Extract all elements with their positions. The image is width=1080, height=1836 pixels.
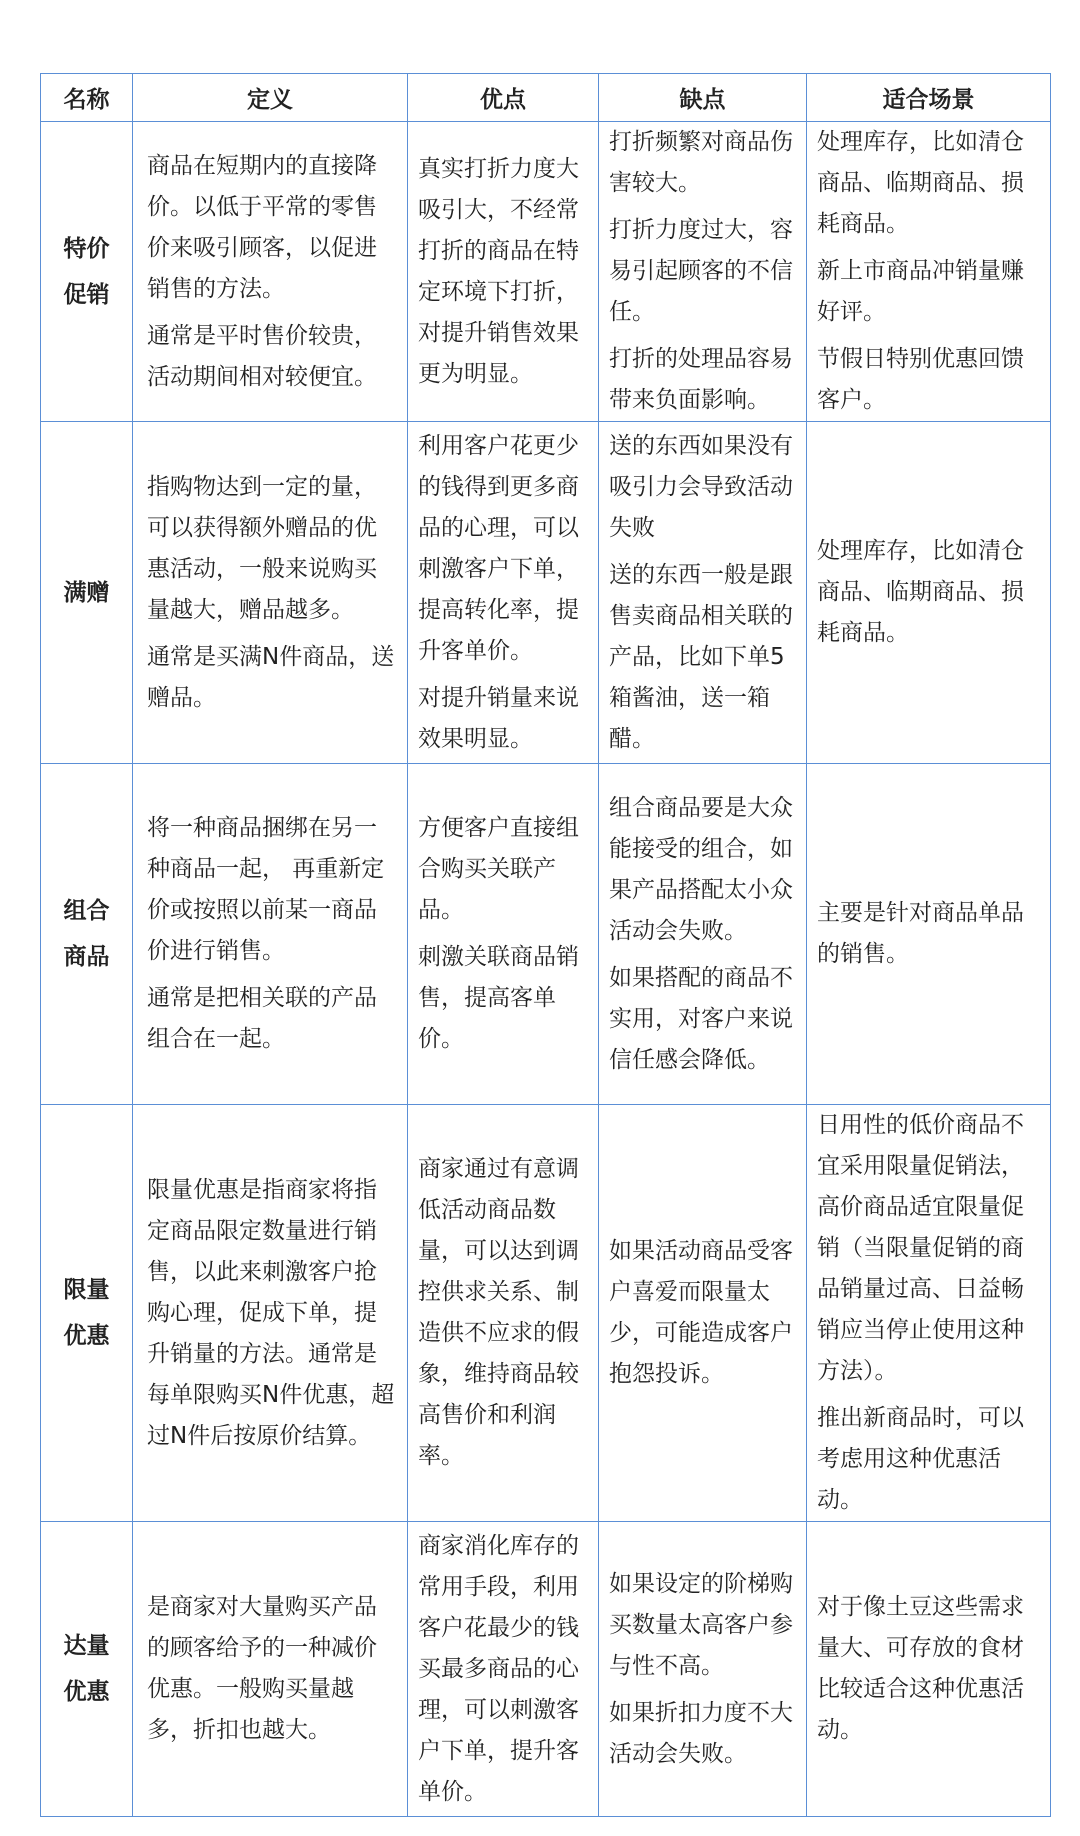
row-name-line: 满赠	[63, 579, 110, 606]
definition-cell	[133, 122, 408, 422]
cons-cell	[599, 422, 807, 764]
scenarios-paragraph: 推出新商品时，可以考虑用这种优惠活动。	[817, 1405, 1024, 1513]
definition-paragraph: 通常是平时售价较贵，活动期间相对较便宜。	[147, 322, 377, 390]
row-name-line: 优惠	[63, 1323, 110, 1349]
definition-paragraph: 是商家对大量购买产品的顾客给予的一种减价优惠。一般购买量越多，折扣也越大。	[147, 1594, 377, 1743]
definition-cell	[133, 422, 408, 764]
pros-paragraph: 商家消化库存的常用手段，利用客户花最少的钱买最多商品的心理，可以刺激客户下单，提升客单价。	[418, 1532, 579, 1805]
definition-cell	[133, 1522, 408, 1817]
header-name: 名称	[41, 74, 133, 122]
cons-paragraph: 如果折扣力度不大活动会失败。	[609, 1699, 793, 1767]
scenarios-paragraph: 处理库存，比如清仓商品、临期商品、损耗商品。	[817, 129, 1024, 237]
scenarios-cell	[807, 764, 1051, 1105]
scenarios-paragraph: 主要是针对商品单品的销售。	[817, 900, 1024, 967]
table-row	[41, 764, 1051, 1105]
row-name-line: 促销	[63, 281, 110, 308]
row-name-line: 限量	[63, 1277, 110, 1303]
row-name	[41, 422, 133, 764]
pros-paragraph: 对提升销量来说效果明显。	[418, 684, 579, 752]
pros-paragraph: 方便客户直接组合购买关联产品。	[418, 815, 579, 923]
row-name	[41, 1105, 133, 1522]
row-name-line: 达量	[63, 1633, 110, 1659]
cons-cell	[599, 122, 807, 422]
row-name-line: 组合	[63, 898, 110, 924]
scenarios-cell	[807, 422, 1051, 764]
pros-paragraph: 真实打折力度大吸引大，不经常打折的商品在特定环境下打折，对提升销售效果更为明显。	[418, 155, 579, 387]
scenarios-cell	[807, 1105, 1051, 1522]
definition-paragraph: 将一种商品捆绑在另一种商品一起， 再重新定价或按照以前某一商品价进行销售。	[147, 815, 385, 964]
cons-cell	[599, 1105, 807, 1522]
pros-paragraph: 刺激关联商品销售，提高客单价。	[418, 944, 579, 1052]
header-row	[41, 74, 1051, 122]
promotion-comparison-table	[40, 73, 1051, 1817]
cons-paragraph: 如果活动商品受客户喜爱而限量太少，可能造成客户抱怨投诉。	[609, 1238, 793, 1387]
cons-paragraph: 打折频繁对商品伤害较大。	[609, 129, 793, 196]
table-row	[41, 122, 1051, 422]
cons-paragraph: 送的东西如果没有吸引力会导致活动失败	[609, 432, 793, 541]
cons-cell	[599, 1522, 807, 1817]
header-pros: 优点	[408, 74, 599, 122]
pros-cell	[408, 122, 599, 422]
scenarios-paragraph: 对于像土豆这些需求量大、可存放的食材比较适合这种优惠活动。	[817, 1594, 1024, 1743]
cons-paragraph: 打折力度过大，容易引起顾客的不信任。	[609, 217, 793, 325]
scenarios-cell	[807, 1522, 1051, 1817]
definition-paragraph: 商品在短期内的直接降价。以低于平常的零售价来吸引顾客，以促进销售的方法。	[147, 152, 377, 302]
scenarios-paragraph: 新上市商品冲销量赚好评。	[817, 258, 1024, 325]
definition-paragraph: 限量优惠是指商家将指定商品限定数量进行销售，以此来刺激客户抢购心理，促成下单，提升销量的方法。通常是每单限购买N件优惠，超过N件后按原价结算。	[147, 1176, 395, 1449]
header-scenarios: 适合场景	[807, 74, 1051, 122]
cons-paragraph: 打折的处理品容易带来负面影响。	[609, 346, 793, 413]
header-cons: 缺点	[599, 74, 807, 122]
row-name	[41, 122, 133, 422]
pros-cell	[408, 422, 599, 764]
row-name-line: 商品	[63, 944, 110, 970]
pros-cell	[408, 1105, 599, 1522]
scenarios-cell	[807, 122, 1051, 422]
row-name	[41, 1522, 133, 1817]
definition-paragraph: 指购物达到一定的量，可以获得额外赠品的优惠活动，一般来说购买量越大，赠品越多。	[147, 473, 377, 623]
cons-paragraph: 如果设定的阶梯购买数量太高客户参与性不高。	[609, 1570, 793, 1679]
definition-paragraph: 通常是买满N件商品，送赠品。	[147, 643, 395, 711]
scenarios-paragraph: 处理库存，比如清仓商品、临期商品、损耗商品。	[817, 538, 1024, 646]
table-row	[41, 1105, 1051, 1522]
cons-paragraph: 组合商品要是大众能接受的组合，如果产品搭配太小众活动会失败。	[609, 794, 793, 944]
row-name-line: 优惠	[63, 1679, 110, 1705]
pros-cell	[408, 1522, 599, 1817]
cons-paragraph: 送的东西一般是跟售卖商品相关联的产品，比如下单5箱酱油，送一箱醋。	[609, 561, 793, 752]
definition-cell	[133, 764, 408, 1105]
row-name	[41, 764, 133, 1105]
cons-paragraph: 如果搭配的商品不实用，对客户来说信任感会降低。	[609, 964, 793, 1073]
table-row	[41, 1522, 1051, 1817]
table-row	[41, 422, 1051, 764]
header-definition: 定义	[133, 74, 408, 122]
scenarios-paragraph: 日用性的低价商品不宜采用限量促销法，高价商品适宜限量促销（当限量促销的商品销量过高、日益畅销应当停止使用这种方法）。	[817, 1112, 1024, 1384]
definition-cell	[133, 1105, 408, 1522]
definition-paragraph: 通常是把相关联的产品组合在一起。	[147, 985, 377, 1052]
pros-cell	[408, 764, 599, 1105]
cons-cell	[599, 764, 807, 1105]
row-name-line: 特价	[63, 235, 110, 262]
scenarios-paragraph: 节假日特别优惠回馈客户。	[817, 346, 1024, 413]
pros-paragraph: 利用客户花更少的钱得到更多商品的心理，可以刺激客户下单，提高转化率，提升客单价。	[418, 432, 579, 664]
pros-paragraph: 商家通过有意调低活动商品数量，可以达到调控供求关系、制造供不应求的假象，维持商品较高售价和利润率。	[418, 1156, 579, 1469]
